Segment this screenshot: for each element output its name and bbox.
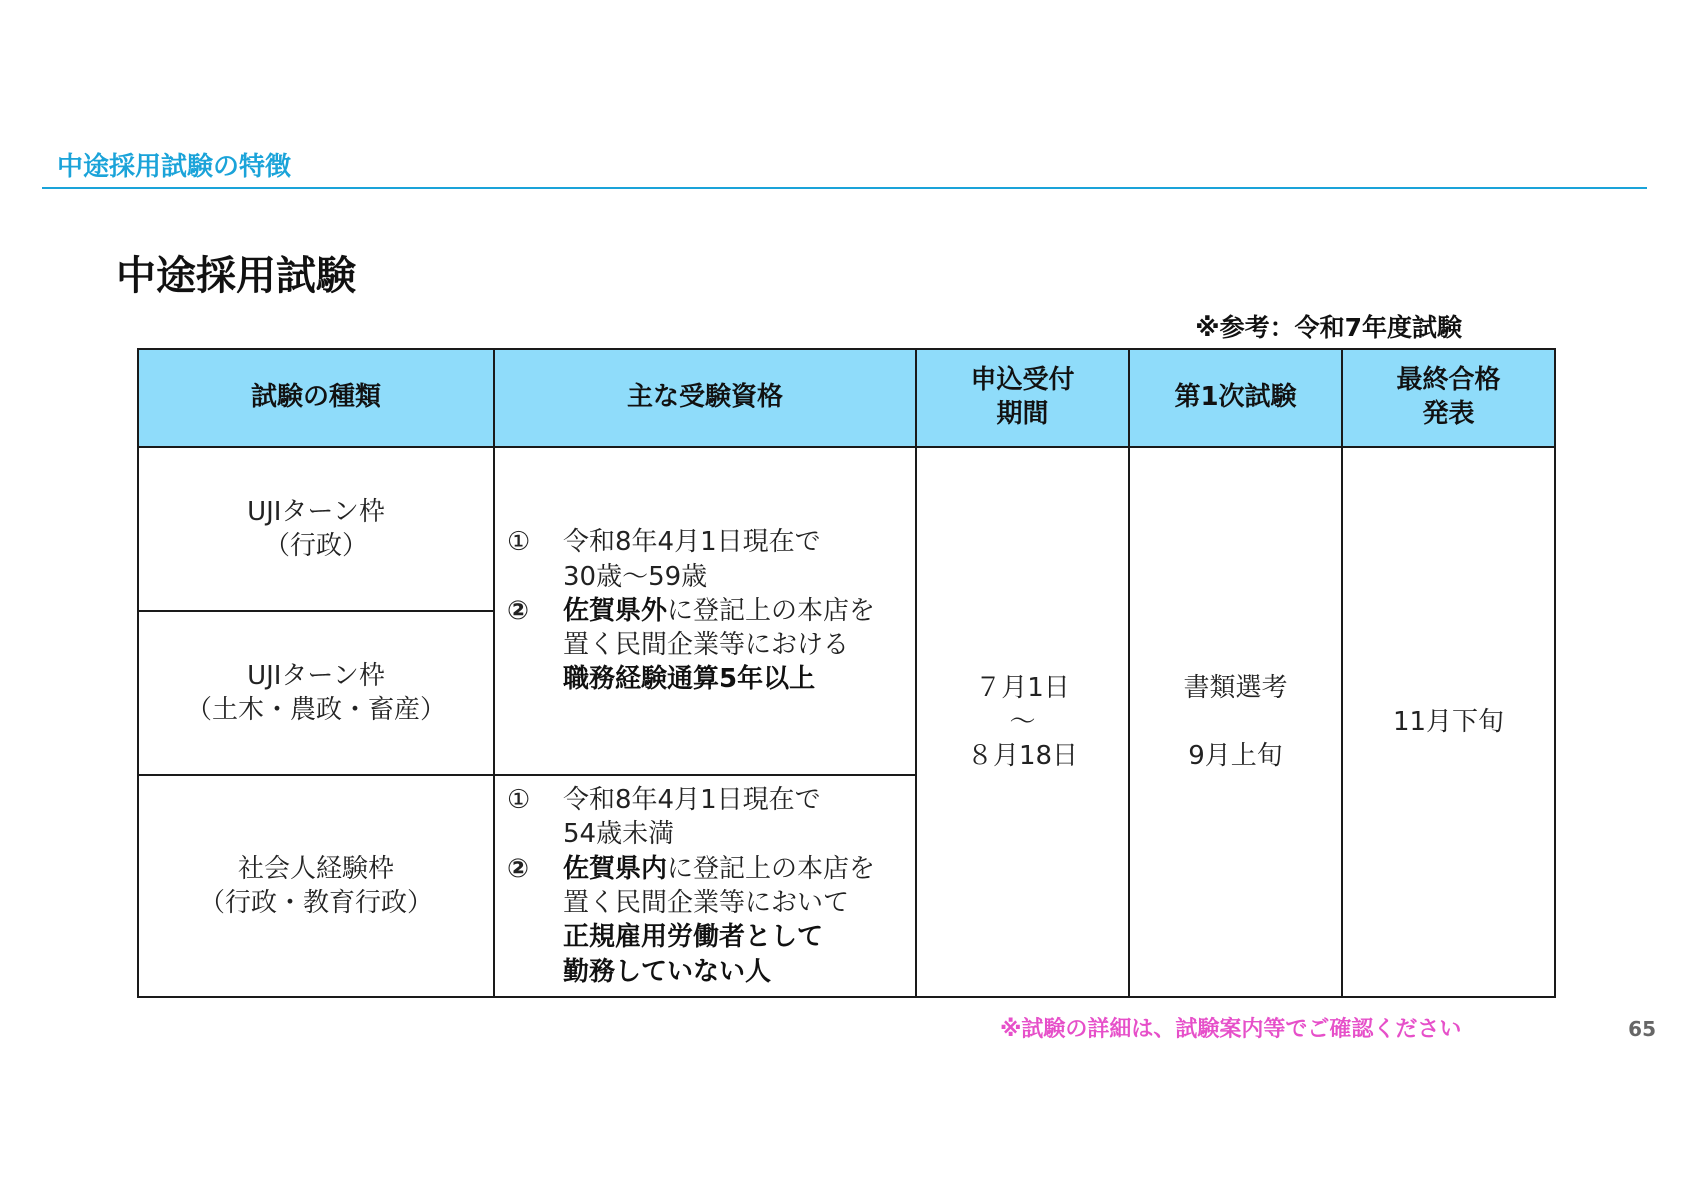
qualification-item	[507, 594, 905, 697]
qualification-text	[563, 525, 821, 594]
spacer	[1131, 705, 1340, 739]
table-header-row	[138, 349, 1555, 447]
footnote: ※試験の詳細は、試験案内等でご確認ください	[1000, 1017, 1462, 1042]
reference-note: ※参考：令和7年度試験	[1195, 313, 1462, 342]
qualification-line: 令和8年4月1日現在で	[563, 527, 821, 558]
qualification-text	[563, 852, 875, 989]
col-header-final-result-text: 最終合格 発表	[1396, 365, 1501, 429]
application-period-cell	[916, 447, 1129, 997]
qualification-line-rest: に登記上の本店を	[667, 853, 876, 884]
qualification-emphasis: 職務経験通算5年以上	[563, 664, 816, 695]
application-end-date: ８月18日	[966, 741, 1079, 772]
qualifications-cell-uji	[494, 447, 916, 775]
exam-type-cell	[138, 611, 494, 775]
qualification-text	[563, 783, 821, 852]
first-exam-timing: 9月上旬	[1188, 741, 1283, 771]
col-header-first-exam: 第1次試験	[1129, 349, 1342, 447]
exam-type-cell	[138, 447, 494, 611]
qualification-item	[507, 525, 905, 594]
qualification-line: 54歳未満	[563, 819, 675, 850]
header-divider	[42, 187, 1647, 189]
qualification-line-rest: に登記上の本店を	[667, 595, 876, 626]
exam-type-category: （行政・教育行政）	[198, 888, 433, 918]
col-header-application-period	[916, 349, 1129, 447]
qualification-number: ②	[507, 595, 530, 626]
page-title: 中途採用試験	[116, 253, 356, 299]
col-header-final-result	[1342, 349, 1555, 447]
qualification-emphasis: 正規雇用労働者として	[563, 922, 824, 953]
qualification-item	[507, 852, 905, 989]
first-exam-cell	[1129, 447, 1342, 997]
qualification-line	[563, 594, 875, 628]
qualifications-cell-social	[494, 775, 916, 997]
table-row	[138, 447, 1555, 611]
first-exam-method: 書類選考	[1183, 672, 1288, 703]
exam-type-cell	[138, 775, 494, 997]
qualification-item	[507, 783, 905, 852]
qualification-line: 30歳～59歳	[563, 561, 708, 592]
col-header-application-period-text: 申込受付 期間	[970, 365, 1075, 429]
application-tilde: ～	[1009, 706, 1036, 737]
qualification-line	[563, 852, 875, 886]
exam-table	[137, 348, 1556, 998]
qualification-emphasis: 佐賀県内	[563, 853, 668, 884]
qualification-number: ②	[507, 853, 530, 884]
qualification-text	[563, 594, 875, 697]
qualification-emphasis: 勤務していない人	[563, 956, 772, 987]
exam-type-category: （土木・農政・畜産）	[185, 695, 446, 725]
qualification-number: ①	[507, 527, 531, 558]
qualification-line: 置く民間企業等において	[563, 888, 850, 918]
section-title: 中途採用試験の特徴	[57, 152, 292, 182]
exam-type-name: UJIターン枠	[247, 496, 385, 527]
qualification-line: 置く民間企業等における	[563, 630, 850, 661]
qualification-number: ①	[507, 785, 531, 816]
col-header-exam-type: 試験の種類	[138, 349, 494, 447]
exam-type-name: UJIターン枠	[247, 660, 385, 691]
page-number: 65	[1628, 1017, 1656, 1041]
exam-type-name: 社会人経験枠	[237, 853, 394, 884]
col-header-qualifications: 主な受験資格	[494, 349, 916, 447]
qualification-emphasis: 佐賀県外	[563, 595, 668, 626]
final-result-timing: 11月下旬	[1392, 706, 1505, 737]
application-start-date: ７月1日	[975, 672, 1070, 703]
qualification-line: 令和8年4月1日現在で	[563, 785, 821, 816]
exam-type-category: （行政）	[263, 531, 368, 561]
final-result-cell	[1342, 447, 1555, 997]
